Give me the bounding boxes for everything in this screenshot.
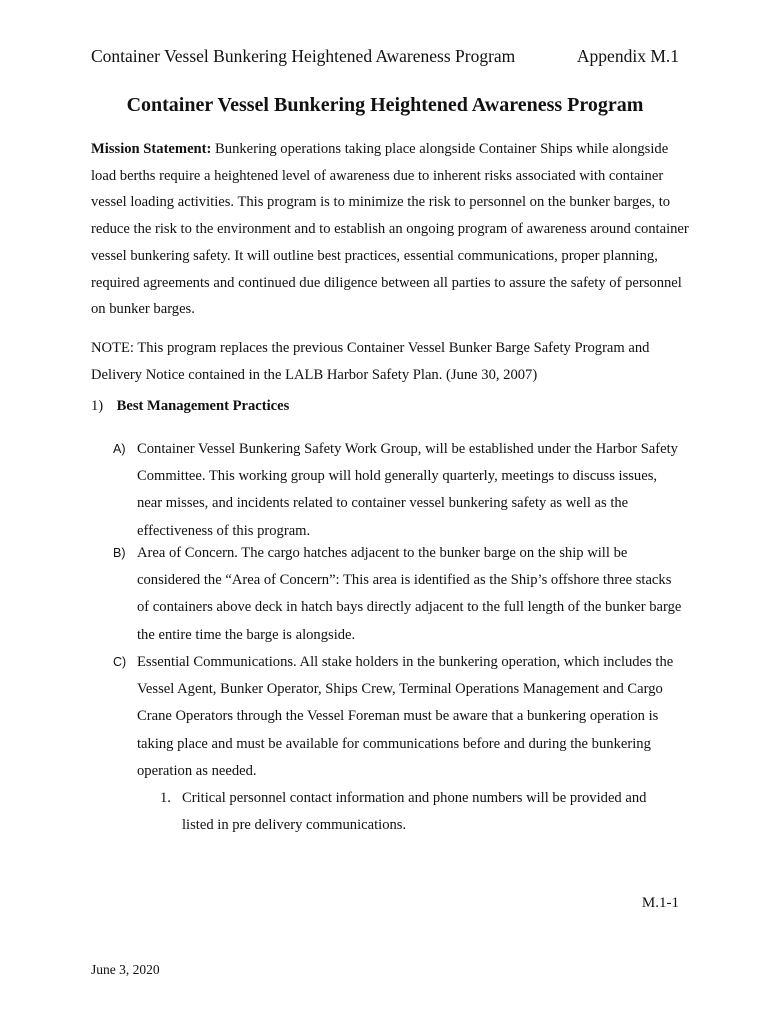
header-appendix: Appendix M.1: [576, 46, 679, 66]
list-item-c: [113, 649, 685, 785]
page-number: M.1-1: [641, 895, 679, 911]
list-marker: B): [113, 546, 126, 560]
note-paragraph: NOTE: This program replaces the previous Container Vessel Bunker Barge Safety Program and Delivery Notice contained in the LALB Harbor Safety Plan. (June 30, 2007): [91, 340, 650, 383]
list-item-b: [113, 540, 685, 649]
list-item-text: Area of Concern. The cargo hatches adjacent to the bunker barge on the ship will be considered the “Area of Concern”: This area is identified as the Ship’s offshore three stacks of containers above deck in hatch bays directly adjacent to the full length of the bunker barge the entire time the barge is alongside.: [137, 545, 682, 643]
list-item-text: Essential Communications. All stake holders in the bunkering operation, which includes the Vessel Agent, Bunker Operator, Ships Crew, Terminal Operations Management and Cargo Crane Operators through the Vessel Foreman must be aware that a bunkering operation is taking place and must be available for communications before and during the bunkering operation as needed.: [137, 654, 674, 779]
list-marker: C): [113, 655, 127, 669]
list-item-a: [113, 436, 685, 545]
list-marker: A): [113, 442, 126, 456]
sub-list-item-1: [160, 785, 680, 839]
list-item-text: Container Vessel Bunkering Safety Work Group, will be established under the Harbor Safety Committee. This working group will hold generally quarterly, meetings to discuss issues, near misses, and incidents related to container vessel bunkering safety as well as the effectiveness of this program.: [137, 441, 678, 539]
section-heading: [91, 398, 289, 415]
sub-list-marker: 1.: [160, 790, 171, 806]
sub-list-item-text: Critical personnel contact information and phone numbers will be provided and listed in pre delivery communications.: [182, 790, 647, 834]
section-title: Best Management Practices: [116, 398, 290, 414]
mission-label: Mission Statement:: [91, 141, 212, 157]
document-title: Container Vessel Bunkering Heightened Awareness Program: [126, 94, 644, 116]
mission-text: Bunkering operations taking place alongside Container Ships while alongside load berths require a heightened level of awareness due to inherent risks associated with container vessel loading activities. This program is to minimize the risk to personnel on the bunker barges, to reduce the risk to the environment and to establish an ongoing program of awareness around container vessel bunkering safety. It will outline best practices, essential communications, proper planning, required agreements and continued due diligence between all parties to assure the safety of personnel on bunker barges.: [91, 141, 689, 318]
section-number: 1): [91, 398, 104, 414]
footer-date: June 3, 2020: [91, 962, 160, 977]
header-title: Container Vessel Bunkering Heightened Awareness Program: [91, 46, 516, 66]
mission-statement: [91, 136, 691, 323]
